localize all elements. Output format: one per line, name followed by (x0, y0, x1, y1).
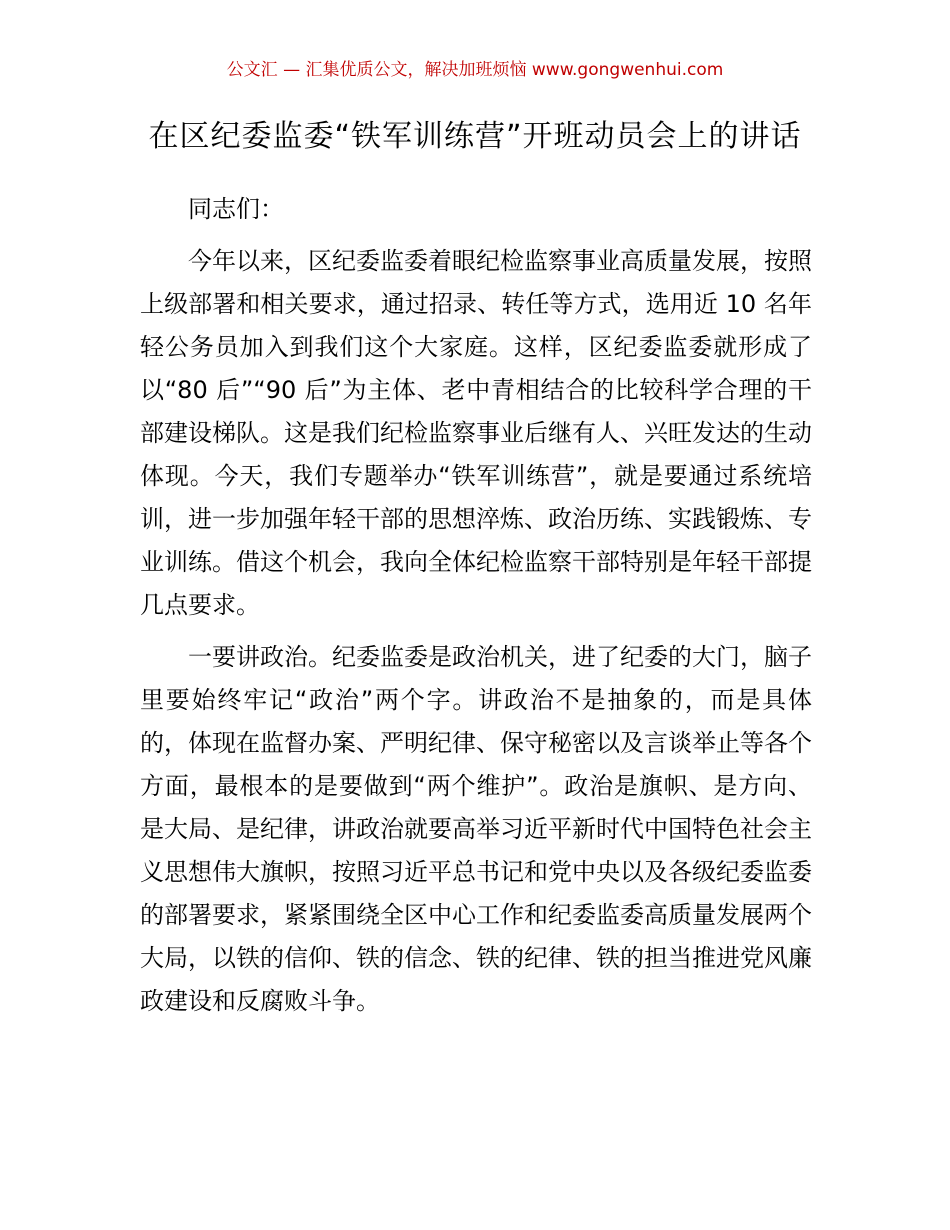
paragraph: 今年以来，区纪委监委着眼纪检监察事业高质量发展，按照上级部署和相关要求，通过招录、转任等方式，选用近 10 名年轻公务员加入到我们这个大家庭。这样，区纪委监委就形成了以“80 后”“90 后”为主体、老中青相结合的比较科学合理的干部建设梯队。这是我们纪检监察事业后继有人、兴旺发达的生动体现。今天，我们专题举办“铁军训练营”，就是要通过系统培训，进一步加强年轻干部的思想淬炼、政治历练、实践锻炼、专业训练。借这个机会，我向全体纪检监察干部特别是年轻干部提几点要求。 (140, 247, 812, 619)
paragraph: 一要讲政治。纪委监委是政治机关，进了纪委的大门，脑子里要始终牢记“政治”两个字。讲政治不是抽象的，而是具体的，体现在监督办案、严明纪律、保守秘密以及言谈举止等各个方面，最根本的是要做到“两个维护”。政治是旗帜、是方向、是大局、是纪律，讲政治就要高举习近平新时代中国特色社会主义思想伟大旗帜，按照习近平总书记和党中央以及各级纪委监委的部署要求，紧紧围绕全区中心工作和纪委监委高质量发展两个大局，以铁的信仰、铁的信念、铁的纪律、铁的担当推进党风廉政建设和反腐败斗争。 (140, 643, 812, 1015)
salutation: 同志们： (188, 195, 284, 223)
site-header-banner: 公文汇 — 汇集优质公文，解决加班烦恼 www.gongwenhui.com (226, 60, 724, 80)
document-title: 在区纪委监委“铁军训练营”开班动员会上的讲话 (148, 119, 802, 154)
document-body (140, 188, 812, 1023)
